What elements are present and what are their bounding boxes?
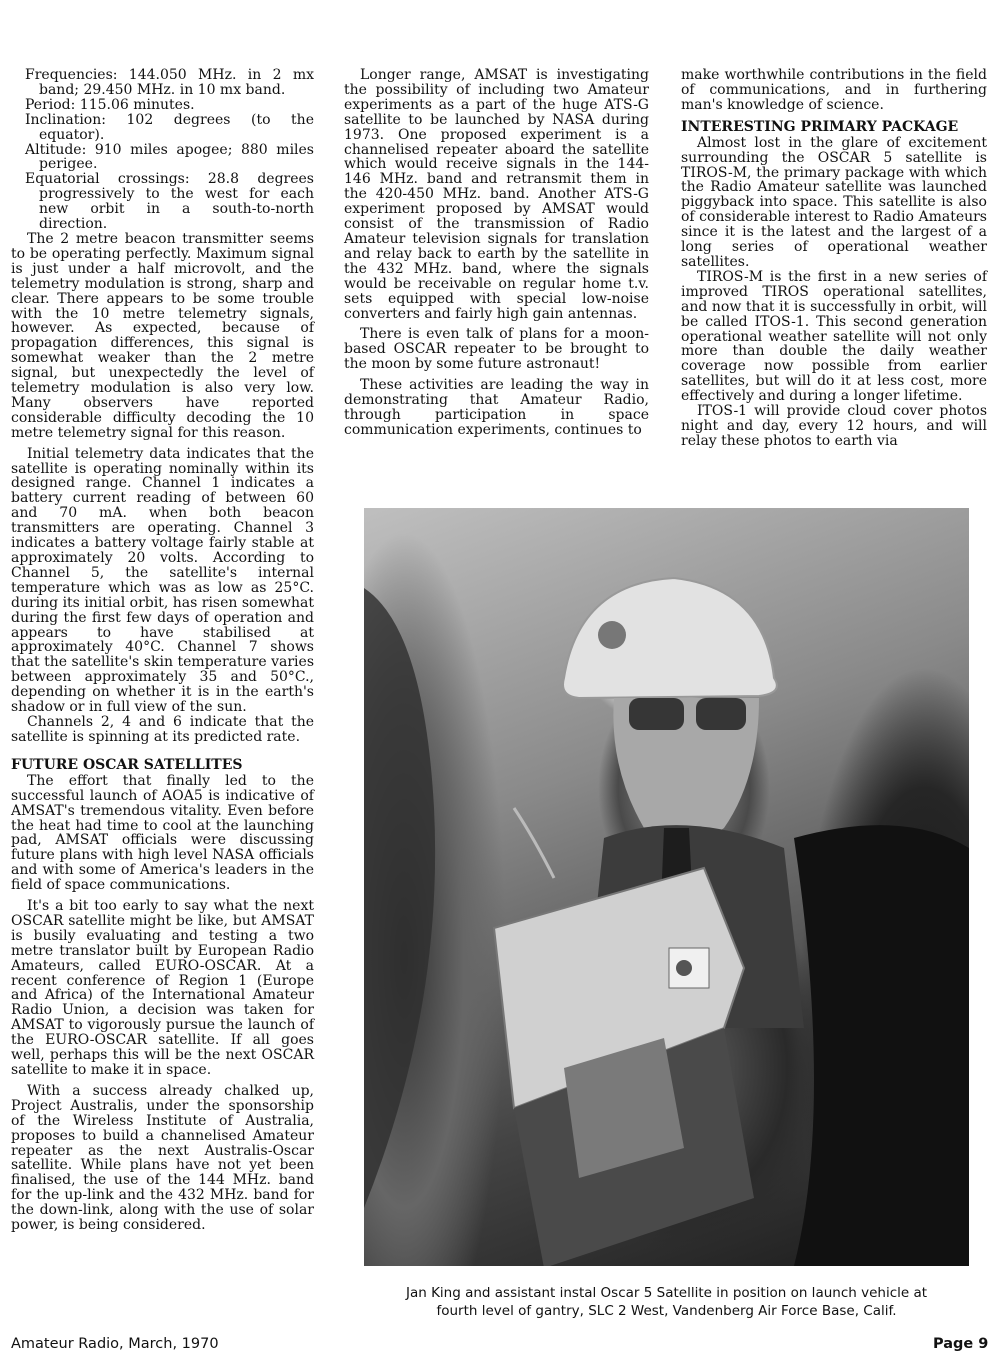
footer-page-number: Page 9 (933, 1336, 989, 1352)
paragraph: There is even talk of plans for a moon-based OSCAR repeater to be brought to the moon by some future astronaut! (344, 326, 649, 373)
paragraph: The 2 metre beacon transmitter seems to be operating perfectly. Maximum signal is just under a half microvolt, and the telemetry modulation is strong, sharp and clear. There appears to be some trouble with the 10 metre telemetry signals, however. As expected, because of propagation differences, this signal is somewhat weaker than the 2 metre signal, but unexpectedly the level of telemetry modulation is also very low. Many observers have reported considerable difficulty decoding the 10 metre telemetry signal for this reason. (11, 230, 314, 441)
paragraph: With a success already chalked up, Project Australis, under the sponsorship of the Wireless Institute of Australia, proposes to build a channelised Amateur repeater as the next Australis-Oscar satellite. While plans have not yet been finalised, the use of the 144 MHz. band for the up-link and the 432 MHz. band for the down-link, along with the use of solar power, is being considered. (11, 1082, 314, 1234)
satellite-installation-photo (364, 508, 969, 1266)
paragraph: TIROS-M is the first in a new series of improved TIROS operational satellites, and now that it is successfully in orbit, will be called ITOS-1. This second generation operational weather satellite will not only more than double the daily weather coverage now possible from earlier satellites, but will do it at less cost, more effectively and during a longer lifetime. (681, 268, 987, 405)
paragraph: Initial telemetry data indicates that the satellite is operating nominally within its designed range. Channel 1 indicates a battery current reading of between 60 and 70 mA. when both beacon transmitters are operating. Channel 3 indicates a battery voltage fairly stable at approximately 20 volts. According to Channel 5, the satellite's internal temperature which was as low as 25°C. during its initial orbit, has risen somewhat during the first few days of operation and appears to have stabilised at approximately 40°C. Channel 7 shows that the satellite's skin temperature varies between approximately 35 and 50°C., depending on whether it is in the earth's shadow or in full view of the sun. (11, 445, 315, 716)
paragraph: Almost lost in the glare of excitement surrounding the OSCAR 5 satellite is TIROS-M, the primary package with which the Radio Amateur satellite was launched piggyback into space. This satellite is also of considerable interest to Radio Amateurs since it is the latest and the largest of a long series of operational weather satellites. (681, 134, 987, 270)
column-1 (11, 68, 314, 1233)
photo-caption (364, 1284, 969, 1320)
column-2 (344, 68, 649, 438)
photo-illustration (364, 508, 969, 1266)
paragraph: Longer range, AMSAT is investigating the possibility of including two Amateur experiments as a part of the huge ATS-G satellite to be launched by NASA during 1973. One proposed experiment is a channelised repeater aboard the satellite which would receive signals in the 144-146 MHz. band and retransmit them in the 420-450 MHz. band. Another ATS-G experiment proposed by AMSAT would consist of the transmission of Radio Amateur television signals for translation and relay back to earth by the satellite in the 432 MHz. band, where the signals would be receivable on regular home t.v. sets equipped with special low-noise converters and fairly high gain antennas. (344, 67, 649, 322)
paragraph: ITOS-1 will provide cloud cover photos night and day, every 12 hours, and will relay these photos to earth via (681, 403, 987, 449)
paragraph: These activities are leading the way in demonstrating that Amateur Radio, through participation in space communication experiments, continues to (344, 377, 649, 438)
section-heading: INTERESTING PRIMARY PACKAGE (681, 118, 959, 135)
caption-line: Jan King and assistant instal Oscar 5 Satellite in position on launch vehicle at (405, 1285, 928, 1301)
column-3 (681, 68, 987, 449)
paragraph: Channels 2, 4 and 6 indicate that the satellite is spinning at its predicted rate. (11, 713, 314, 745)
spec-item: Period: 115.06 minutes. (25, 96, 195, 113)
paragraph: The effort that finally led to the successful launch of AOA5 is indicative of AMSAT's tremendous vitality. Even before the heat had time to cool at the launching pad, AMSAT officials were discussing future plans with high level NASA officials and with some of America's leaders in the field of space communications. (11, 772, 314, 894)
footer-publication: Amateur Radio, March, 1970 (11, 1336, 219, 1352)
spec-item: Frequencies: 144.050 MHz. in 2 mx band; 29.450 MHz. in 10 mx band. (25, 67, 314, 98)
paragraph: make worthwhile contributions in the field of communications, and in furthering man's knowledge of science. (681, 67, 987, 113)
spec-item: Inclination: 102 degrees (to the equator). (25, 111, 314, 143)
orbit-specs-list (11, 68, 314, 232)
paragraph: It's a bit too early to say what the next OSCAR satellite might be like, but AMSAT is busily evaluating and testing a two metre translator built by European Radio Amateurs, called EURO-OSCAR. At a recent conference of Region 1 (Europe and Africa) of the International Amateur Radio Union, a decision was taken for AMSAT to vigorously pursue the launch of the EURO-OSCAR satellite. If all goes well, perhaps this will be the next OSCAR satellite to make it in space. (11, 898, 314, 1078)
spec-item: Altitude: 910 miles apogee; 880 miles perigee. (25, 141, 314, 173)
section-heading: FUTURE OSCAR SATELLITES (11, 756, 243, 773)
caption-line: fourth level of gantry, SLC 2 West, Vandenberg Air Force Base, Calif. (436, 1303, 897, 1319)
spec-item: Equatorial crossings: 28.8 degrees progressively to the west for each new orbit in a south-to-north direction. (25, 171, 314, 233)
